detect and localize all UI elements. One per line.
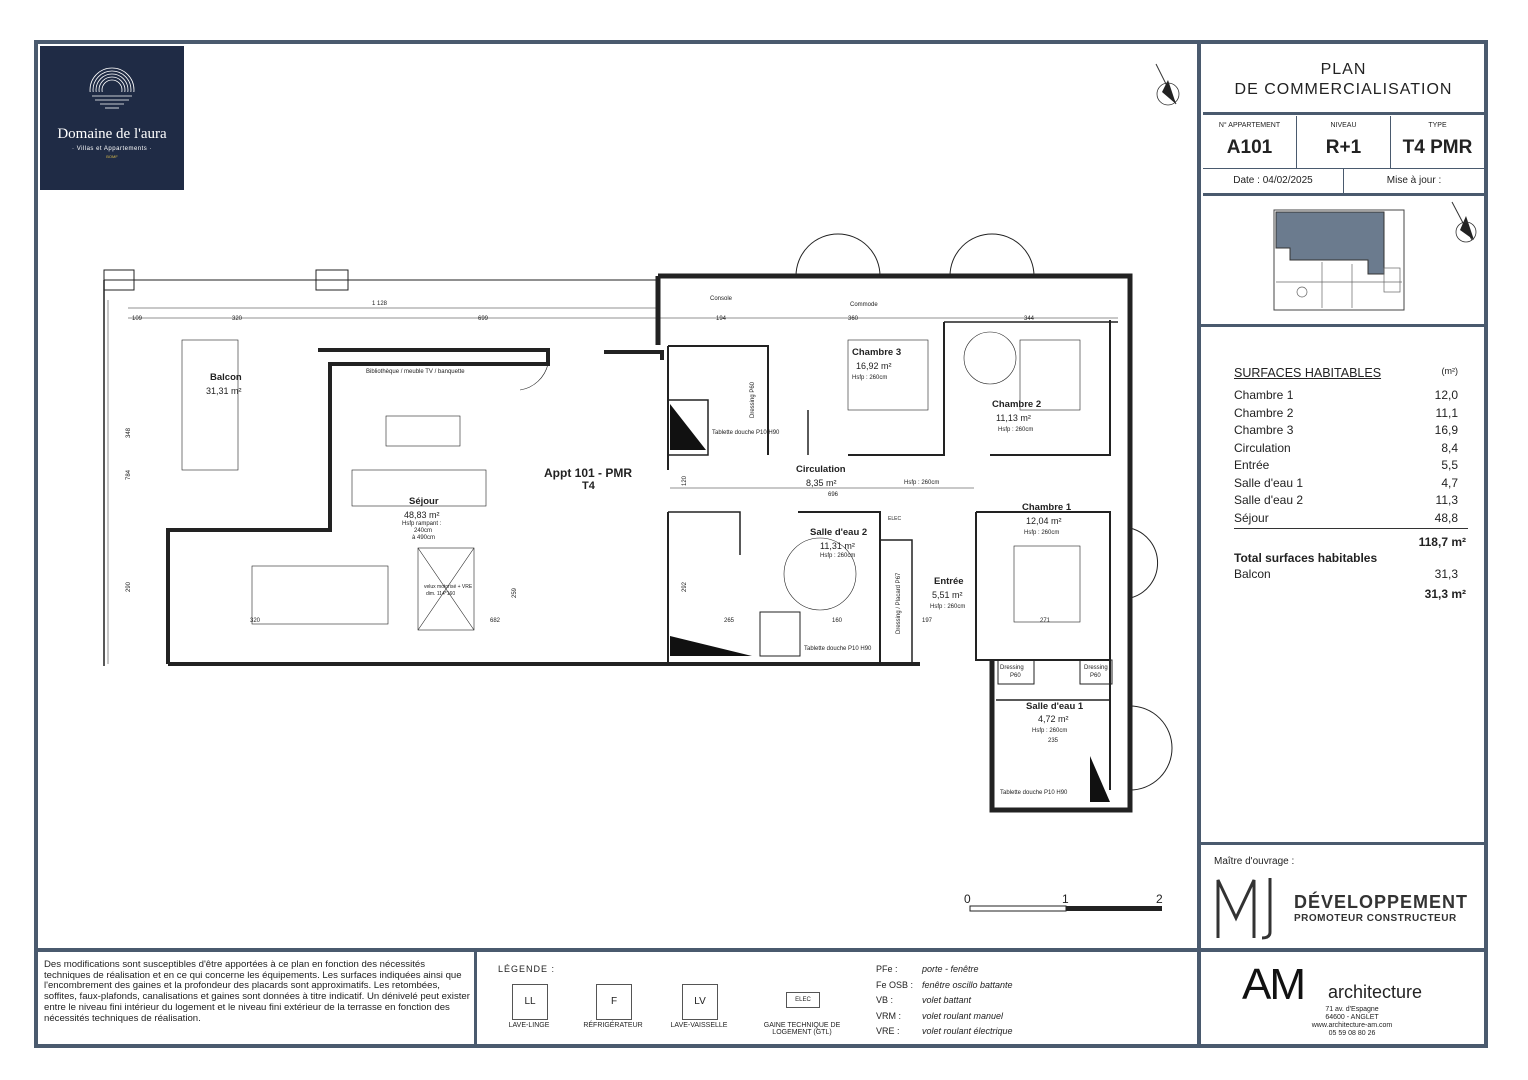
owner-name: DÉVELOPPEMENT (1294, 892, 1469, 912)
architect-name: architecture (1328, 982, 1423, 1002)
surface-name: Séjour (1234, 510, 1269, 525)
dim-344: 344 (1024, 316, 1035, 322)
apt-level: R+1 (1325, 137, 1362, 158)
architect-addr1: 71 av. d'Espagne (1325, 1006, 1379, 1013)
plan-title: Appt 101 - PMR (544, 466, 633, 480)
apt-type-cell (1391, 116, 1484, 168)
room-chambre1-name: Chambre 1 (1022, 502, 1072, 513)
room-chambre3-hsfp: Hsfp : 260cm (852, 375, 888, 381)
title-line1: PLAN (1320, 61, 1367, 78)
label-tablette-3: Tablette douche P10 H90 (1000, 790, 1068, 796)
room-sde1-area: 4,72 m² (1038, 714, 1069, 724)
owner-subtitle: PROMOTEUR CONSTRUCTEUR (1294, 913, 1457, 924)
abbr-key: VRM : (876, 1010, 902, 1021)
dim-194: 194 (716, 316, 727, 322)
update-date: Mise à jour : (1386, 175, 1442, 186)
legend (478, 956, 1196, 1042)
apt-type: T4 PMR (1402, 137, 1473, 158)
abbr-key: VRE : (876, 1026, 900, 1036)
plan-subtitle: T4 (582, 480, 595, 492)
label-velux: velux motorisé + VRE (424, 584, 473, 590)
surface-row (1234, 441, 1468, 459)
balcon-total: 31,3 m² (1424, 586, 1466, 601)
key-plan (1262, 202, 1412, 314)
surfaces-table (1234, 366, 1468, 601)
dim-265: 265 (724, 618, 735, 624)
room-sejour-hsfp: Hsfp rampant : (402, 521, 442, 527)
room-chambre3-name: Chambre 3 (852, 347, 902, 358)
architect-phone: 05 59 08 80 26 (1328, 1030, 1376, 1037)
room-chambre2-hsfp: Hsfp : 260cm (998, 427, 1034, 433)
surface-row (1234, 493, 1468, 511)
surface-name: Chambre 3 (1234, 423, 1294, 437)
balcon-row (1234, 567, 1468, 585)
room-sejour-area: 48,83 m² (404, 510, 440, 520)
room-sde2-area: 11,31 m² (820, 541, 855, 551)
room-circulation-area: 8,35 m² (806, 478, 837, 488)
surface-row (1234, 388, 1468, 406)
logo-tagline: · Villas et Appartements · (72, 146, 152, 152)
label-console: Console (710, 296, 733, 302)
dim-360: 360 (848, 316, 859, 322)
abbr-row (876, 962, 1013, 978)
surface-name: Chambre 2 (1234, 405, 1294, 420)
balcon-label: Balcon (1234, 567, 1271, 581)
divider-right-owner (1201, 842, 1484, 845)
surface-name: Salle d'eau 1 (1234, 475, 1304, 490)
apt-type-label: TYPE (1428, 122, 1447, 129)
legend-ll-icon: LL (512, 984, 548, 1020)
apt-number: A101 (1226, 137, 1273, 158)
surface-row (1234, 406, 1468, 424)
room-sde2-hsfp: Hsfp : 260cm (820, 553, 856, 559)
scale-0: 0 (964, 892, 971, 906)
abbreviations (876, 962, 1013, 1040)
surface-value: 4,7 (1441, 475, 1458, 490)
architect-logo: AM (1242, 960, 1304, 1009)
architect-web: www.architecture-am.com (1311, 1022, 1393, 1029)
apartment-info (1203, 116, 1484, 169)
room-chambre2-area: 11,13 m² (996, 413, 1031, 423)
apt-level-label: NIVEAU (1330, 122, 1357, 129)
room-sejour-h1: 240cm (414, 528, 433, 534)
label-dressing-a: Dressing (1000, 665, 1024, 671)
surface-value: 11,3 (1435, 493, 1458, 507)
label-p60-a: P60 (1010, 673, 1021, 679)
abbr-value: volet roulant électrique (922, 1026, 1013, 1036)
legend-f-icon: F (596, 984, 632, 1020)
label-dressing-b: Dressing (1084, 665, 1108, 671)
surfaces-unit: (m²) (1441, 366, 1458, 376)
surface-value: 12,0 (1434, 388, 1458, 402)
title-line2: DE COMMERCIALISATION (1234, 81, 1453, 98)
legend-elec-icon: ELEC (786, 992, 820, 1008)
dim-160: 160 (832, 618, 843, 624)
apt-level-cell (1297, 116, 1391, 168)
abbr-row (876, 978, 1013, 994)
surface-value: 11,1 (1435, 405, 1458, 420)
room-chambre1-area: 12,04 m² (1026, 516, 1062, 526)
surface-name: Chambre 1 (1234, 388, 1294, 402)
architect-address (1302, 1006, 1402, 1038)
surfaces-total: 118,7 m² (1418, 535, 1466, 549)
label-tablette-2: Tablette douche P10 H90 (712, 430, 780, 436)
owner-name-block (1294, 892, 1468, 924)
logo-sub: BOMF (106, 154, 118, 159)
abbr-row (876, 1009, 1013, 1025)
scale-2: 2 (1156, 892, 1163, 906)
surfaces-title: SURFACES HABITABLES (1234, 366, 1382, 380)
surface-row (1234, 458, 1468, 476)
abbr-value: fenêtre oscillo battante (922, 979, 1013, 990)
surface-name: Circulation (1234, 440, 1291, 455)
label-biblio: Bibliothèque / meuble TV / banquette (366, 369, 465, 375)
dim-1128: 1 128 (372, 301, 388, 307)
apt-number-cell (1203, 116, 1297, 168)
divider-legend (474, 952, 477, 1048)
dim-259: 259 (512, 587, 519, 599)
abbr-key: PFe : (876, 964, 898, 974)
abbr-value: volet battant (922, 995, 972, 1005)
room-entree-area: 5,51 m² (932, 590, 963, 600)
room-entree-hsfp: Hsfp : 260cm (930, 604, 966, 610)
logo-name: Domaine de l'aura (57, 126, 167, 142)
surface-value: 8,4 (1441, 440, 1458, 455)
surface-value: 16,9 (1434, 423, 1458, 437)
disclaimer: Des modifications sont susceptibles d'être apportées à ce plan en fonction des nécessités techniques de réalisation et en ce qui concerne les équipements. Les surfaces indiquées ainsi que l'encombrement des gaines et la profondeur des placards sont approximatifs. Les retombées, soffites, faux-plafonds, canalisations et gaines sont données à titre indicatif. Un dénivelé peut exister entre le niveau fini intérieur du logement et le niveau fini extérieur de la terrasse en fonction des nécessités techniques de réalisation. (44, 959, 470, 1024)
balcon-value: 31,3 (1434, 567, 1458, 581)
dim-682: 682 (490, 618, 501, 624)
room-balcon-area: 31,31 m² (206, 386, 242, 396)
room-circulation-name: Circulation (796, 464, 846, 475)
abbr-key: VB : (876, 995, 894, 1005)
dim-197: 197 (922, 618, 933, 624)
divider-right-mid (1201, 324, 1484, 327)
room-entree-name: Entrée (934, 576, 964, 587)
divider-bottom (34, 948, 1488, 952)
room-sde1-hsfp: Hsfp : 260cm (1032, 728, 1068, 734)
label-dressing60: Dressing P60 (750, 381, 756, 418)
surface-row (1234, 476, 1468, 494)
label-velux-dim: dim. 114*160 (426, 591, 456, 597)
dim-292: 292 (682, 581, 689, 593)
dates-row (1203, 169, 1484, 196)
room-sejour-name: Séjour (409, 496, 439, 507)
north-arrow-small-icon (1444, 200, 1480, 246)
owner-label: Maître d'ouvrage : (1214, 856, 1295, 867)
legend-f-label: RÉFRIGÉRATEUR (583, 1022, 643, 1029)
dim-235: 235 (1048, 738, 1059, 744)
legend-lv-icon: LV (682, 984, 718, 1020)
room-sejour-h2: à 490cm (412, 535, 436, 541)
architect-addr2: 64600 - ANGLET (1325, 1014, 1379, 1021)
legend-title: LÉGENDE : (498, 964, 556, 974)
dim-696: 696 (828, 492, 839, 498)
surface-row (1234, 423, 1468, 441)
surface-value: 5,5 (1441, 458, 1458, 472)
dim-699: 699 (478, 316, 489, 322)
architect-block (1242, 960, 1423, 1037)
dim-348: 348 (126, 427, 133, 439)
legend-elec-label: GAINE TECHNIQUE DE LOGEMENT (GTL) (763, 1022, 841, 1036)
room-sde2-name: Salle d'eau 2 (810, 527, 868, 538)
surfaces-total-label: Total surfaces habitables (1234, 551, 1378, 565)
sheet-title (1203, 46, 1484, 115)
surface-value: 48,8 (1434, 510, 1458, 525)
room-circulation-hsfp: Hsfp : 260cm (904, 480, 940, 486)
abbr-value: volet roulant manuel (922, 1010, 1004, 1021)
legend-lv-label: LAVE-VAISSELLE (670, 1022, 728, 1029)
dim-120: 120 (682, 475, 689, 487)
abbr-row (876, 1024, 1013, 1040)
legend-ll-label: LAVE-LINGE (508, 1022, 550, 1029)
dim-290: 290 (126, 581, 133, 593)
mj-logo-icon (1214, 874, 1280, 940)
dim-271: 271 (1040, 618, 1051, 624)
apt-number-label: N° APPARTEMENT (1218, 122, 1281, 129)
room-chambre1-hsfp: Hsfp : 260cm (1024, 530, 1060, 536)
room-chambre2-name: Chambre 2 (992, 399, 1042, 410)
surface-name: Entrée (1234, 458, 1270, 472)
dim-784: 784 (126, 469, 133, 481)
label-tablette-1: Tablette douche P10 H90 (804, 646, 872, 652)
room-balcon-name: Balcon (210, 372, 242, 383)
abbr-row (876, 993, 1013, 1009)
date: Date : 04/02/2025 (1203, 169, 1344, 193)
label-dressing-placard: Dressing / Placard P67 (896, 572, 902, 634)
room-chambre3-area: 16,92 m² (856, 361, 892, 371)
surface-row (1234, 511, 1468, 530)
label-commode: Commode (850, 302, 878, 308)
dim-109: 109 (132, 316, 143, 322)
surface-name: Salle d'eau 2 (1234, 493, 1304, 507)
abbr-value: porte - fenêtre (922, 964, 979, 974)
dim-320: 320 (232, 316, 243, 322)
dim-320b: 320 (250, 618, 261, 624)
label-elec: ELEC (888, 516, 902, 522)
abbr-key: Fe OSB : (876, 979, 914, 990)
label-p60-b: P60 (1090, 673, 1101, 679)
room-sde1-name: Salle d'eau 1 (1026, 701, 1084, 712)
scale-1: 1 (1062, 892, 1069, 906)
